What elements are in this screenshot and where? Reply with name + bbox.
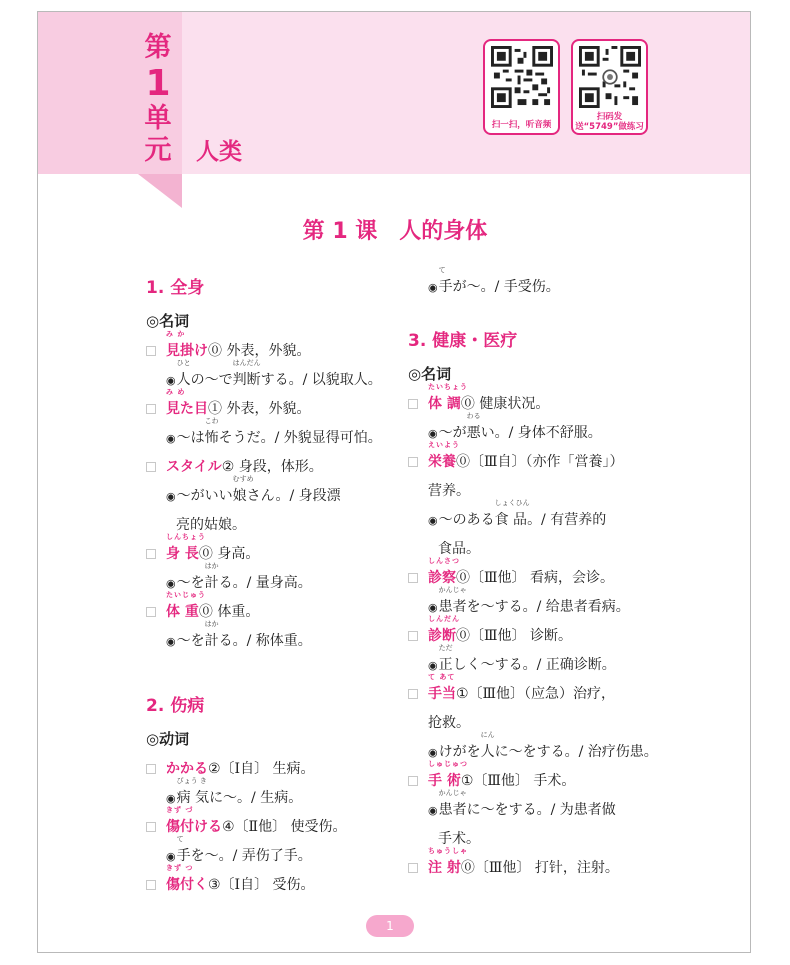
vocab-definition: ①〔Ⅲ他〕（应急）治疗， — [456, 686, 616, 702]
left-column — [146, 270, 396, 897]
vocab-entry — [146, 533, 396, 566]
checkbox[interactable] — [408, 573, 418, 583]
furigana: きず つ — [166, 864, 194, 872]
vocab-word: かかる — [166, 761, 208, 777]
vocab-definition: ⓪〔Ⅲ他〕 看病，会诊。 — [456, 570, 614, 586]
example-sentence: ◉ びょう き 病 気に～。/ 生病。 — [166, 777, 303, 806]
unit-label — [140, 34, 176, 169]
checkbox[interactable] — [146, 607, 156, 617]
vocab-word: しんだん 診断 — [428, 615, 460, 644]
unit-char: 第 — [144, 32, 172, 63]
furigana: しんさつ — [428, 557, 460, 565]
lesson-title: 第 1 课 人的身体 — [302, 219, 488, 244]
checkbox[interactable] — [408, 689, 418, 699]
furigana: きず づ — [166, 806, 194, 814]
example-sentence: ◉～が わる 悪い。/ 身体不舒服。 — [428, 412, 602, 441]
example-sentence: ◉ ひと 人の～で はんだん 判断する。/ 以貌取人。 — [166, 359, 382, 388]
unit-char: 单 — [144, 103, 172, 134]
checkbox[interactable] — [146, 346, 156, 356]
vocab-word: ちゅうしゃ 注 射 — [428, 847, 468, 876]
vocab-entry — [408, 383, 678, 416]
example-sentence: ◉ ただ 正しく～する。/ 正确诊断。 — [428, 644, 616, 673]
vocab-definition: ④〔Ⅱ他〕 使受伤。 — [222, 819, 347, 835]
unit-tab-fold — [138, 174, 182, 208]
qr-code-icon — [491, 46, 553, 108]
vocab-definition: ⓪〔Ⅲ他〕 诊断。 — [456, 628, 572, 644]
checkbox[interactable] — [146, 764, 156, 774]
right-column — [408, 266, 678, 880]
vocab-entry — [408, 673, 678, 706]
checkbox[interactable] — [146, 462, 156, 472]
vocab-word: きず づ 傷付ける — [166, 806, 222, 835]
unit-number: 1 — [145, 63, 171, 104]
qr-card-practice[interactable] — [571, 39, 648, 135]
furigana: えいよう — [428, 441, 460, 449]
furigana: しゅじゅつ — [428, 760, 468, 768]
example-sentence: ◉ かんじゃ 患者を～する。/ 给患者看病。 — [428, 586, 630, 615]
vocab-entry — [146, 450, 396, 479]
unit-char: 元 — [144, 135, 172, 166]
vocab-word: スタイル — [166, 459, 222, 475]
furigana: しんだん — [428, 615, 460, 623]
vocab-word: み か 見掛け — [166, 330, 208, 359]
example-sentence: ◉けがを にん 人に～をする。/ 治疗伤患。 — [428, 731, 658, 760]
furigana: ちゅうしゃ — [428, 847, 468, 855]
furigana: たいちょう — [428, 383, 468, 391]
example-sentence: ◉～のある しょくひん 食 品。/ 有营养的 — [428, 499, 607, 528]
example-continuation: 手术。 — [438, 831, 480, 847]
vocab-entry — [408, 441, 678, 474]
furigana: み め — [166, 388, 186, 396]
checkbox[interactable] — [408, 399, 418, 409]
section-heading: 3. 健康・医疗 — [408, 331, 518, 351]
furigana: たいじゅう — [166, 591, 206, 599]
unit-title: 人类 — [196, 139, 242, 165]
vocab-entry — [408, 847, 678, 880]
section-heading: 2. 伤病 — [146, 696, 205, 716]
vocab-definition: ⓪ 外表，外貌。 — [208, 343, 311, 359]
checkbox[interactable] — [146, 880, 156, 890]
vocab-definition: ②〔Ⅰ自〕 生病。 — [208, 761, 315, 777]
vocab-word: み め 見た目 — [166, 388, 208, 417]
furigana: しんちょう — [166, 533, 206, 541]
vocab-word: しゅじゅつ 手 術 — [428, 760, 468, 789]
definition-continuation: 营养。 — [428, 483, 470, 499]
definition-continuation: 抢救。 — [428, 715, 470, 731]
vocab-word: しんさつ 診察 — [428, 557, 460, 586]
vocab-word: きず つ 傷付く — [166, 864, 208, 893]
vocab-definition: ① 外表，外貌。 — [208, 401, 311, 417]
checkbox[interactable] — [146, 549, 156, 559]
vocab-definition: ⓪ 身高。 — [198, 546, 260, 562]
part-of-speech-label: ◎动词 — [146, 730, 190, 748]
vocab-entry — [146, 864, 396, 897]
example-sentence: ◉ て 手を～。/ 弄伤了手。 — [166, 835, 312, 864]
checkbox[interactable] — [408, 457, 418, 467]
vocab-word: たいじゅう 体 重 — [166, 591, 206, 620]
example-sentence: ◉ て 手が～。/ 手受伤。 — [428, 266, 560, 295]
vocab-word: しんちょう 身 長 — [166, 533, 206, 562]
vocab-definition: ⓪ 体重。 — [198, 604, 260, 620]
vocab-entry — [146, 388, 396, 421]
qr-caption: 扫码发送“5749”做练习 — [575, 112, 644, 132]
section-heading: 1. 全身 — [146, 278, 205, 298]
vocab-word: たいちょう 体 調 — [428, 383, 468, 412]
vocab-definition: ①〔Ⅲ他〕 手术。 — [460, 773, 576, 789]
page-number: 1 — [366, 915, 414, 937]
example-sentence: ◉～を はか 計る。/ 称体重。 — [166, 620, 312, 649]
example-continuation: 亮的姑娘。 — [176, 517, 246, 533]
qr-card-audio[interactable] — [483, 39, 560, 135]
part-of-speech-label: ◎名词 — [146, 312, 190, 330]
vocab-definition: ② 身段，体形。 — [221, 459, 323, 475]
vocab-definition: ③〔Ⅰ自〕 受伤。 — [208, 877, 315, 893]
example-sentence: ◉ かんじゃ 患者に～をする。/ 为患者做 — [428, 789, 616, 818]
vocab-definition: ⓪ 健康状况。 — [460, 396, 550, 412]
vocab-definition: ⓪〔Ⅲ自〕（亦作「営養」） — [456, 454, 624, 470]
checkbox[interactable] — [408, 776, 418, 786]
checkbox[interactable] — [146, 822, 156, 832]
checkbox[interactable] — [146, 404, 156, 414]
qr-code-icon — [579, 46, 641, 108]
qr-caption: 扫一扫，听音频 — [491, 120, 552, 130]
vocab-entry — [146, 591, 396, 624]
example-continuation: 食品。 — [438, 541, 480, 557]
vocab-definition: ⓪〔Ⅲ他〕 打针，注射。 — [460, 860, 619, 876]
furigana: て あて — [428, 673, 456, 681]
example-sentence: ◉～を はか 計る。/ 量身高。 — [166, 562, 312, 591]
part-of-speech-label: ◎名词 — [408, 365, 452, 383]
checkbox[interactable] — [408, 631, 418, 641]
checkbox[interactable] — [408, 863, 418, 873]
example-sentence: ◉～がいい むすめ 娘さん。/ 身段漂 — [166, 475, 341, 504]
furigana: み か — [166, 330, 186, 338]
vocab-word: て あて 手当 — [428, 673, 456, 702]
example-sentence: ◉～は こわ 怖そうだ。/ 外貌显得可怕。 — [166, 417, 382, 446]
vocab-word: えいよう 栄養 — [428, 441, 460, 470]
